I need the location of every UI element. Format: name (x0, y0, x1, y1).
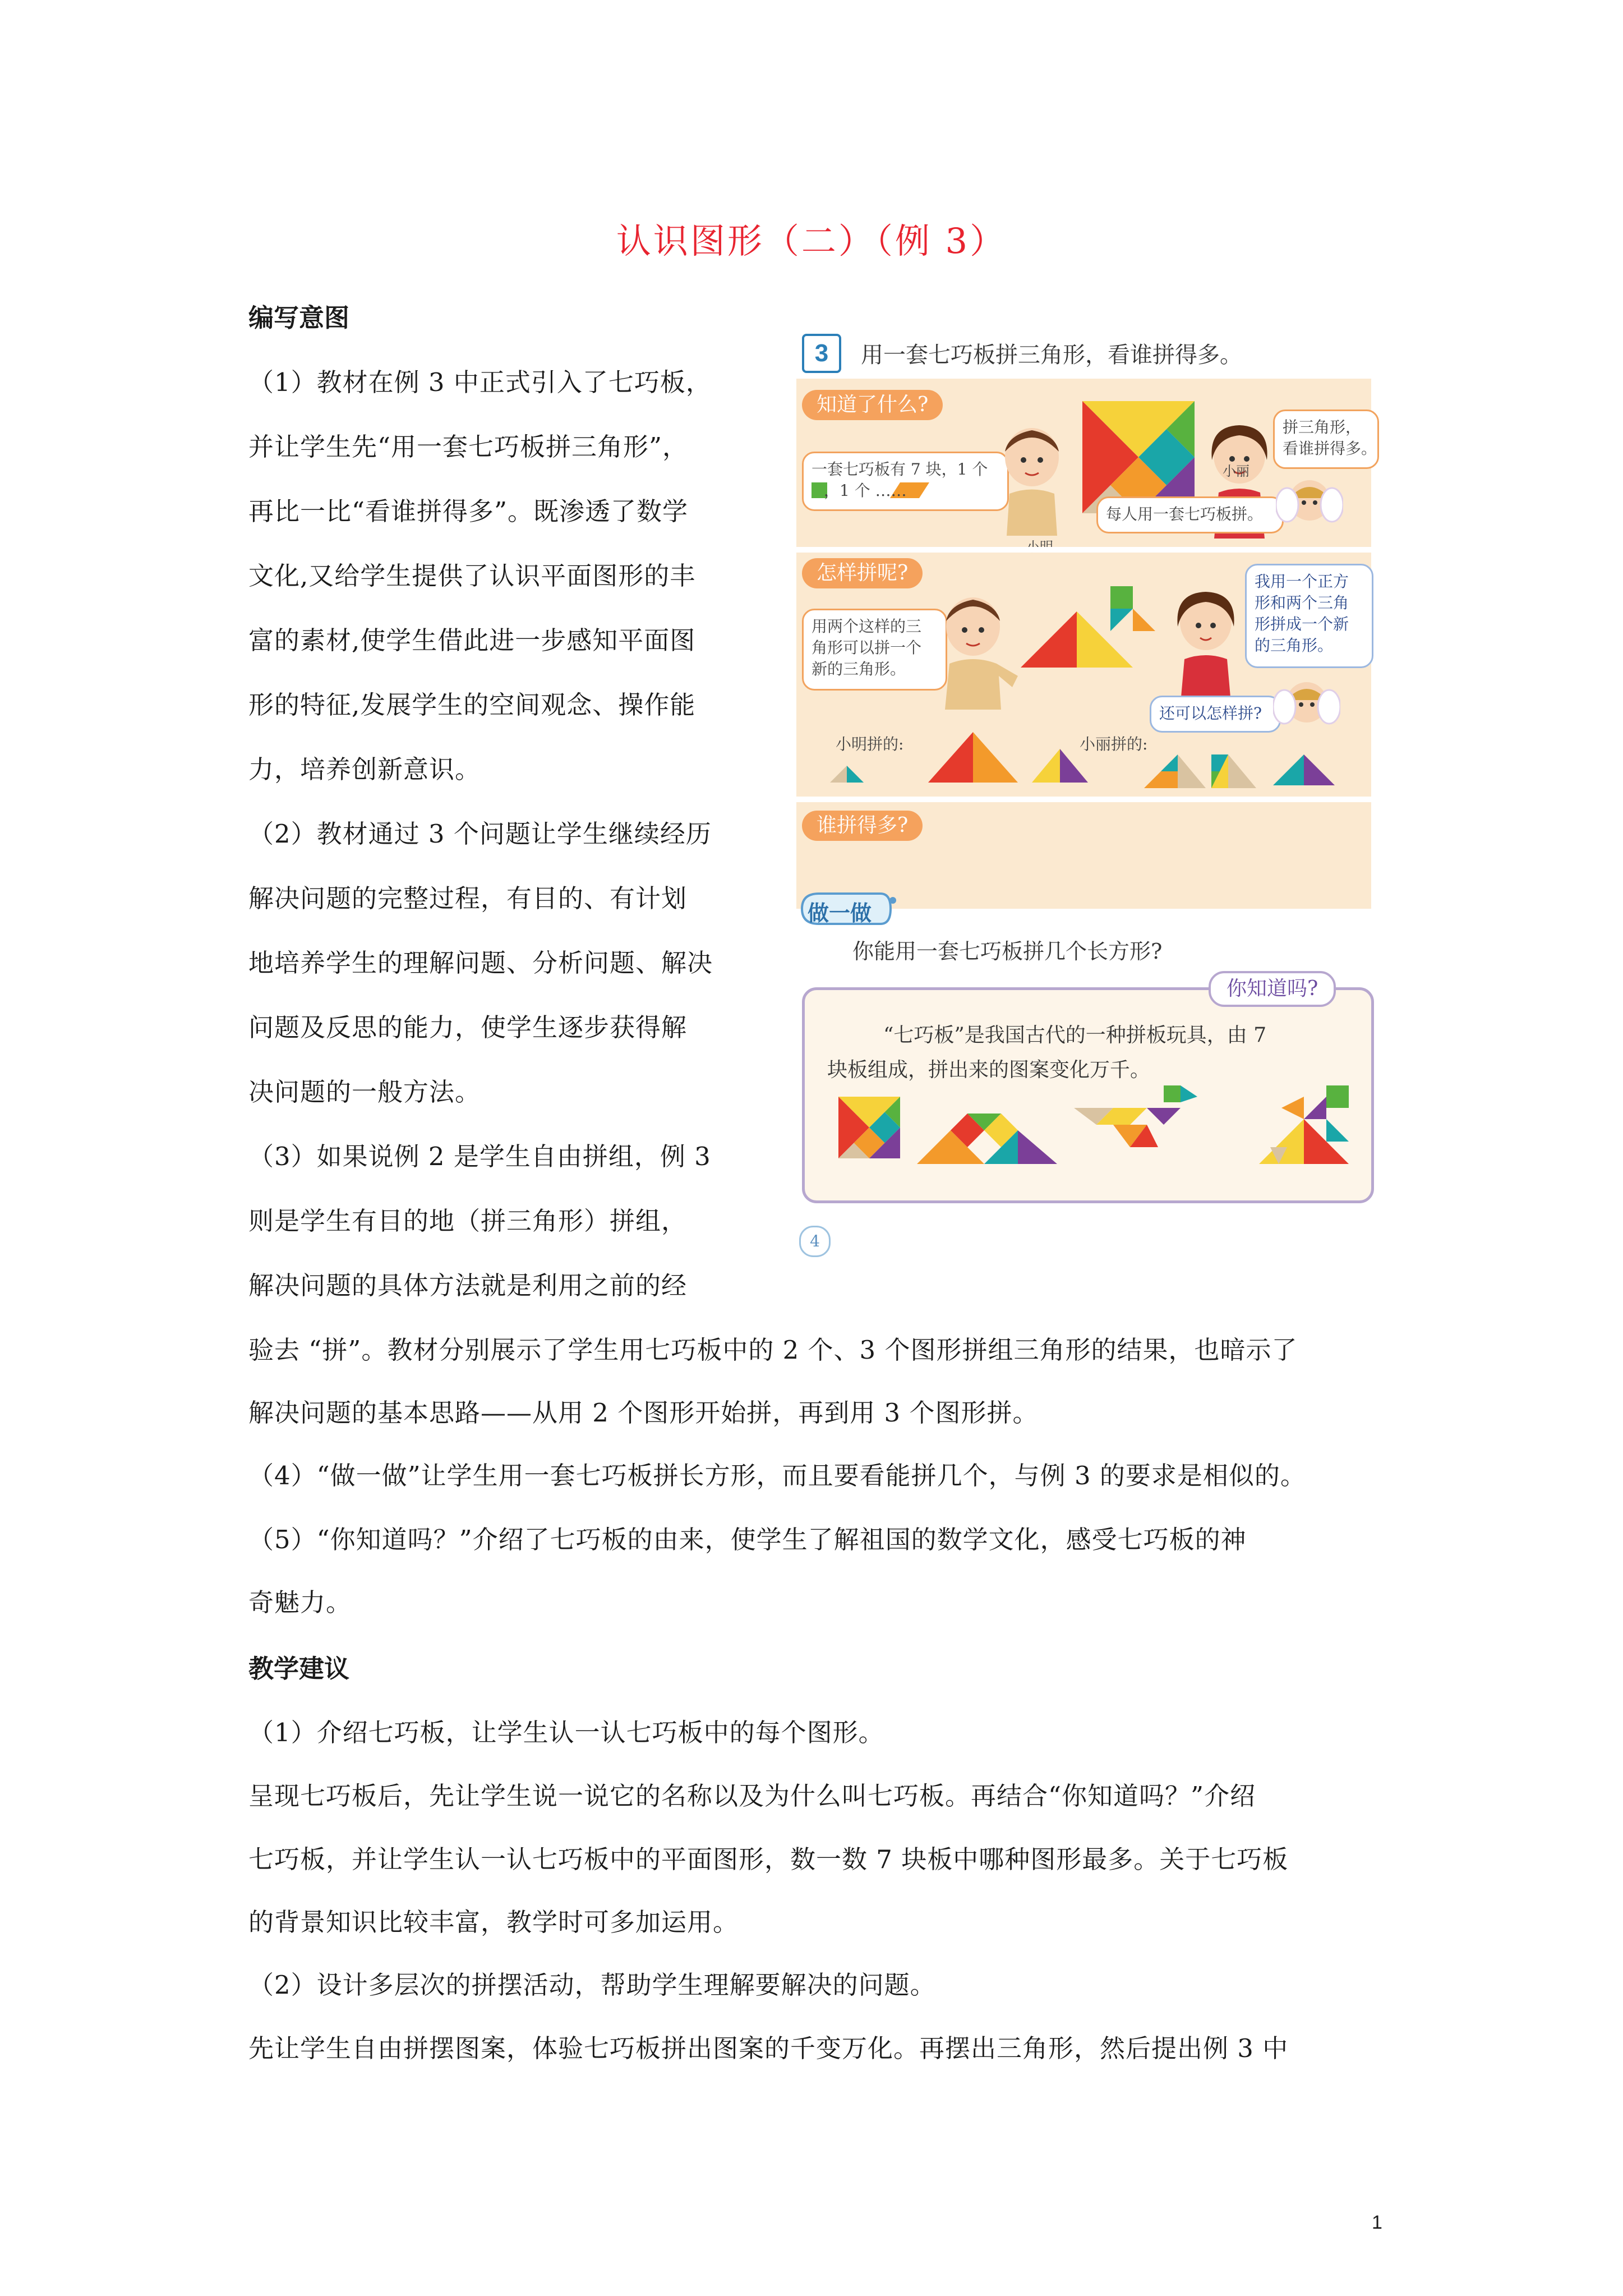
body-line: 先让学生自由拼摆图案，体验七巧板拼出图案的千变万化。再摆出三角形，然后提出例 3 中 (248, 2033, 1289, 2063)
angel-icon (1276, 466, 1343, 533)
bubble-text: 我用一个正方 形和两个三角 形拼成一个新 的三角形。 (1255, 572, 1349, 655)
body-line: （2）设计多层次的拼摆活动，帮助学生理解要解决的问题。 (248, 1970, 936, 2000)
section-divider (796, 797, 1371, 802)
body-line: 并让学生先“用一套七巧板拼三角形”， (248, 432, 689, 462)
body-line: 验去 “拼”。教材分别展示了学生用七巧板中的 2 个、3 个图形拼组三角形的结果，也暗示了 (248, 1335, 1298, 1365)
body-line: 解决问题的完整过程，有目的、有计划 (248, 884, 688, 913)
body-line: 地培养学生的理解问题、分析问题、解决 (248, 948, 713, 978)
tangram-figure-icon (1248, 1085, 1360, 1170)
page-number: 1 (1372, 2212, 1382, 2233)
zuoyizuo-label: 做一做 (808, 900, 872, 926)
know-line: 块板组成，拼出来的图案变化万千。 (827, 1059, 1151, 1082)
example-number-badge: 3 (802, 334, 841, 373)
body-line: 文化,又给学生提供了认识平面图形的丰 (248, 561, 696, 591)
tangram-square-icon (838, 1097, 900, 1158)
result-triangle (1273, 749, 1335, 785)
body-line: 的背景知识比较丰富，教学时可多加运用。 (248, 1907, 739, 1937)
xiaoming-result-label: 小明拼的: (836, 735, 904, 753)
body-line: （4）“做一做”让学生用一套七巧板拼长方形，而且要看能拼几个，与例 3 的要求是相似的。 (248, 1461, 1306, 1490)
body-line: 决问题的一般方法。 (248, 1077, 481, 1107)
section-divider (796, 547, 1371, 553)
body-line: 奇魅力。 (248, 1588, 352, 1617)
xiaoming-speech-2 (802, 609, 947, 691)
intent-heading: 编写意图 (248, 303, 350, 333)
result-triangle (830, 760, 864, 783)
tab-how: 怎样拼呢? (802, 558, 923, 588)
xiaoli-result-label: 小丽拼的: (1080, 735, 1148, 753)
body-line: 解决问题的具体方法就是利用之前的经 (248, 1271, 688, 1300)
result-triangle (928, 732, 1018, 783)
result-triangle (1144, 754, 1206, 788)
example-question: 用一套七巧板拼三角形，看谁拼得多。 (861, 342, 1242, 368)
body-line: 解决问题的基本思路——从用 2 个图形开始拼，再到用 3 个图形拼。 (248, 1398, 1039, 1428)
angel-speech-2: 还可以怎样拼? (1150, 696, 1281, 733)
body-line: 力，培养创新意识。 (248, 754, 481, 784)
body-line: 问题及反思的能力，使学生逐步获得解 (248, 1013, 688, 1042)
tangram-figure-icon (917, 1091, 1057, 1164)
zuoyizuo-question: 你能用一套七巧板拼几个长方形? (852, 939, 1163, 964)
body-line: 再比一比“看谁拼得多”。既渗透了数学 (248, 496, 689, 526)
result-triangle (1211, 743, 1256, 788)
bubble-text: 一套七巧板有 7 块，1 个 (811, 460, 988, 478)
body-line: 则是学生有目的地（拼三角形）拼组， (248, 1206, 688, 1236)
body-line: （2）教材通过 3 个问题让学生继续经历 (248, 819, 712, 849)
tab-what-known: 知道了什么? (802, 390, 943, 420)
textbook-illustration (796, 328, 1377, 1259)
xiaoming-speech-1 (802, 452, 1009, 511)
xiaoli-girl-icon (1166, 586, 1245, 710)
textbook-page-number: 4 (799, 1226, 831, 1257)
xiaoming-boy-icon (993, 424, 1071, 536)
xiaoli-name: 小丽 (1223, 463, 1249, 479)
tab-who-more: 谁拼得多? (802, 811, 923, 841)
tangram-figure-icon (1074, 1085, 1203, 1170)
know-line: “七巧板”是我国古代的一种拼板玩具，由 7 (883, 1024, 1267, 1047)
did-you-know-text (827, 1018, 1266, 1088)
did-you-know-box (802, 977, 1374, 1203)
xiaoli-speech-2 (1245, 564, 1373, 668)
xiaoming-boy-icon (934, 592, 1018, 710)
body-line: （5）“你知道吗？”介绍了七巧板的由来，使学生了解祖国的数学文化，感受七巧板的神 (248, 1525, 1247, 1554)
xiaoli-speech-1 (1273, 409, 1379, 469)
page-title: 认识图形（二）（例 3） (616, 220, 1007, 261)
body-line: 富的素材,使学生借此进一步感知平面图 (248, 625, 696, 655)
angel-speech-1: 每人用一套七巧板拼。 (1096, 496, 1284, 533)
bubble-text: ，1 个 …… (824, 481, 907, 500)
square-triangle-figure (1110, 586, 1172, 648)
bubble-text: 拼三角形， 看谁拼得多。 (1283, 418, 1377, 458)
body-line: （3）如果说例 2 是学生自由拼组，例 3 (248, 1142, 711, 1171)
body-line: 七巧板，并让学生认一认七巧板中的平面图形，数一数 7 块板中哪种图形最多。关于七巧板 (248, 1844, 1289, 1874)
body-line: （1）教材在例 3 中正式引入了七巧板， (248, 367, 712, 397)
body-line: 呈现七巧板后，先让学生说一说它的名称以及为什么叫七巧板。再结合“你知道吗？”介绍 (248, 1781, 1256, 1811)
angel-icon (1273, 668, 1340, 735)
suggest-heading: 教学建议 (248, 1654, 350, 1683)
body-line: （1）介绍七巧板，让学生认一认七巧板中的每个图形。 (248, 1718, 884, 1747)
body-line: 形的特征,发展学生的空间观念、操作能 (248, 690, 696, 720)
did-you-know-tag: 你知道吗? (1209, 971, 1336, 1007)
bubble-text: 用两个这样的三 角形可以拼一个 新的三角形。 (811, 617, 922, 678)
